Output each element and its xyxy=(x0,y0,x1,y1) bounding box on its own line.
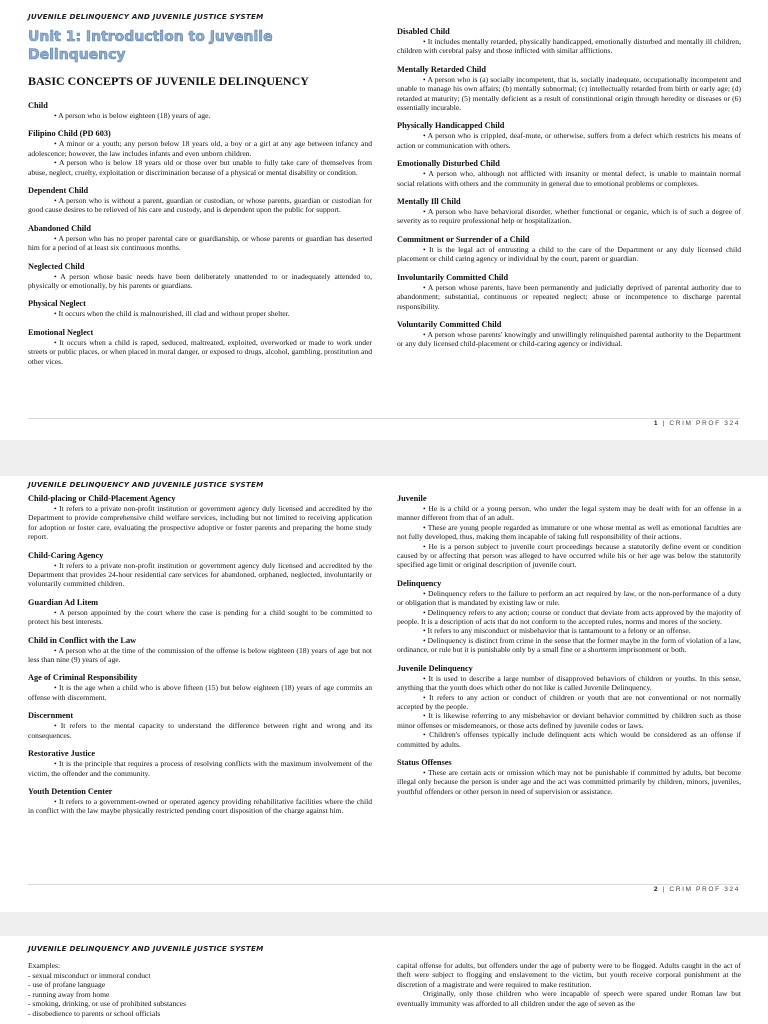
definition-bullet: • It includes mentally retarded, physically handicapped, emotionally disturbed and mentally ill children, children with cerebral palsy and those inflicted with similar afflictions. xyxy=(397,37,741,56)
definition-bullet: • A person whose parents, have been permanently and judicially deprived of parental authority due to abandonment; substantial, continuous or repeated neglect; abuse or incompetence to discharge parental responsibility. xyxy=(397,282,741,311)
definition-bullet: • These are certain acts or omission which may not be punishable if committed by adults, but become illegal only because the person is under age and the act was committed primarily by children, minors, juveniles, youthful offenders or other person in need of supervision or assistance. xyxy=(397,767,741,796)
page-gap xyxy=(0,440,768,476)
running-header: JUVENILE DELINQUENCY AND JUVENILE JUSTICE SYSTEM xyxy=(28,944,264,953)
definition-body xyxy=(28,309,372,318)
definition-bullet: • A person who is below eighteen (18) years of age. xyxy=(54,111,211,120)
definition-bullet: • A person whose parents' knowingly and unwillingly relinquished parental authority to the Department or any duly licensed child-placement or child-caring agency or individual. xyxy=(397,329,741,349)
definition-term: Delinquency xyxy=(397,578,442,588)
definition-body xyxy=(28,646,372,665)
definition-bullet: • A minor or a youth; any person below 18 years old, a boy or a girl at any age between infancy and adolescence; however, the law includes infants and even unborn children. xyxy=(28,139,372,158)
definition-bullet: • It is the legal act of entrusting a child to the care of the Department or any duly licensed child placement or child caring agency or individual by the court, parent or guardian. xyxy=(397,244,741,264)
definition-body xyxy=(28,196,372,215)
definition-bullet: • A person whose basic needs have been deliberately unattended to or inadequately attended to, physically or emotionally, by his parents or guardians. xyxy=(28,271,372,291)
page2-right-column xyxy=(397,494,741,805)
definition-body xyxy=(28,234,372,253)
definition-bullet: • It is the principle that requires a process of resolving conflicts with the maximum involvement of the victim, the offender and the community. xyxy=(28,759,372,778)
definition-list xyxy=(397,27,741,349)
definition-body xyxy=(397,75,741,113)
definition-bullet: • It occurs when a child is raped, seduced, maltreated, exploited, overworked or made to work under streets or public places, or when placed in moral danger, or exposed to drugs, alcohol, gambling, prostitution and other vices. xyxy=(28,337,372,366)
definition-term: Guardian Ad Litem xyxy=(28,597,99,607)
example-item: - disobedience to parents or school officials xyxy=(28,1008,161,1018)
definition-term: Status Offenses xyxy=(397,757,452,767)
example-item: - smoking, drinking, or use of prohibited substances xyxy=(28,999,186,1009)
examples-list xyxy=(28,971,372,1019)
definition-term: Child-Caring Agency xyxy=(28,550,104,560)
page3-left-column xyxy=(28,961,372,1019)
definition-term: Abandoned Child xyxy=(28,223,91,233)
footer-rule xyxy=(28,418,740,419)
definition-body xyxy=(397,245,741,264)
definition-term: Involuntarily Committed Child xyxy=(397,272,509,282)
definition-term: Voluntarily Committed Child xyxy=(397,319,502,329)
definition-body xyxy=(28,608,372,627)
definition-term: Child-placing or Child-Placement Agency xyxy=(28,494,176,503)
definition-body xyxy=(397,37,741,56)
definition-body xyxy=(397,283,741,311)
definition-bullet: • It occurs when the child is malnourished, ill clad and without proper shelter. xyxy=(54,309,290,319)
document-page-3 xyxy=(0,936,768,1024)
definition-list xyxy=(28,494,372,816)
page-footer: 2 | CRIM PROF 324 xyxy=(653,886,740,893)
definition-term: Mentally Ill Child xyxy=(397,197,461,207)
definition-bullet: • Delinquency is distinct from crime in the sense that the former maybe in the form of violation of a law, ordinance, or rule but it is punishable only by a small fine or a shortterm imprisonment or both. xyxy=(397,635,741,655)
definition-body xyxy=(28,683,372,702)
definition-list xyxy=(397,494,741,796)
course-code: CRIM PROF 324 xyxy=(669,886,740,893)
definition-term: Disabled Child xyxy=(397,27,450,36)
definition-term: Discernment xyxy=(28,711,74,721)
section-title: BASIC CONCEPTS OF JUVENILE DELINQUENCY xyxy=(28,74,309,88)
page2-left-column xyxy=(28,494,372,825)
definition-bullet: • It refers to a private non-profit institution or government agency duly licensed and accredited by the Department that provides 24-hour residential care services for abandoned, orphaned, neglected, involuntarily or voluntarily committed children. xyxy=(28,560,372,589)
definition-term: Child xyxy=(28,101,48,110)
definition-bullet: • A person who have behavioral disorder, whether functional or organic, which is of such a degree of severity as to require professional help or hospitalization. xyxy=(397,207,741,226)
unit-title: Unit 1: Introduction to Juvenile Delinquency xyxy=(28,29,273,63)
definition-bullet: • It refers to a government-owned or operated agency providing rehabilitative facilities where the child in conflict with the law maybe physically restricted pending court disposition of the charge against him. xyxy=(28,796,372,816)
example-item: - use of profane language xyxy=(28,980,106,990)
definition-term: Filipino Child (PD 603) xyxy=(28,129,111,139)
definition-body xyxy=(397,330,741,349)
definition-body xyxy=(28,759,372,778)
definition-term: Dependent Child xyxy=(28,186,89,196)
definition-body xyxy=(397,768,741,796)
definition-body xyxy=(28,272,372,291)
running-header: JUVENILE DELINQUENCY AND JUVENILE JUSTICE SYSTEM xyxy=(28,480,264,489)
page-number: 1 xyxy=(653,420,660,427)
definition-bullet: • A person who is below 18 years old or those over but unable to fully take care of themselves from abuse, neglect, cruelty, exploitation or discrimination because of a physical or mental disability or condition. xyxy=(28,158,372,177)
definition-body xyxy=(397,504,741,570)
examples-label: Examples: xyxy=(28,961,61,970)
example-item: - running away from home xyxy=(28,989,110,999)
definition-bullet: • A person who, although not afflicted with insanity or mental defect, is unable to maintain normal social relations with others and the community in general due to emotional problems or complexes. xyxy=(397,169,741,188)
definition-list xyxy=(28,101,372,366)
document-page-2 xyxy=(0,476,768,912)
definition-bullet: • Delinquency refers to any action; course or conduct that deviate from acts approved by the majority of people. It is a description of acts that do not conform to the accepted rules, norms and mores of the society. xyxy=(397,607,741,627)
definition-bullet: • Children's offenses typically include delinquent acts which would be considered as an offense if committed by adults. xyxy=(397,730,741,749)
definition-term: Juvenile Delinquency xyxy=(397,663,473,673)
definition-bullet: • A person who is (a) socially incompetent, that is, socially inadequate, occupationally incompetent and unable to manage his own affairs; (b) mentally subnormal; (c) intellectually retarded from birth or early age; (d) retarded at maturity; (5) mentally deficient as a result of constitutional origin through heredity or diseases or (6) essentially incurable. xyxy=(397,74,741,113)
definition-term: Emotionally Disturbed Child xyxy=(397,159,500,169)
definition-bullet: • A person who is without a parent, guardian or custodian, or whose parents, guardian or custodian for good cause desires to be relieved of his care and custody, and is dependent upon the public for support. xyxy=(28,196,372,215)
definition-term: Youth Detention Center xyxy=(28,786,113,796)
definition-body xyxy=(397,169,741,188)
definition-bullet: • These are young people regarded as immature or one whose mental as well as emotional faculties are not fully developed, thus, making them incapable of taking full responsibility of their actions. xyxy=(397,522,741,542)
definition-body xyxy=(28,111,372,120)
definition-term: Child in Conflict with the Law xyxy=(28,635,137,645)
definition-term: Neglected Child xyxy=(28,261,85,271)
footer-rule xyxy=(28,884,740,885)
definition-bullet: • It refers to a private non-profit institution or government agency duly licensed and accredited by the Department to provide comprehensive child welfare services, including but not limited to receiving application for adoption or foster care, evaluating the prospective adoptive or foster parents and preparing the home study report. xyxy=(28,504,372,542)
course-code: CRIM PROF 324 xyxy=(669,420,740,427)
definition-body xyxy=(397,589,741,655)
definition-term: Commitment or Surrender of a Child xyxy=(397,234,530,244)
definition-bullet: • It is used to describe a large number of disapproved behaviors of children or youths. In this sense, anything that the youth does which other do not like is called Juvenile Delinquency. xyxy=(397,673,741,693)
definition-body xyxy=(397,131,741,150)
definition-term: Age of Criminal Responsibility xyxy=(28,673,138,683)
page1-right-column xyxy=(397,27,741,358)
definition-term: Physical Neglect xyxy=(28,299,86,309)
definition-body xyxy=(28,504,372,542)
definition-bullet: • Delinquency refers to the failure to perform an act required by law, or the non-performance of a duty or obligation that is mandated by existing law or rule. xyxy=(397,588,741,608)
definition-bullet: • It is likewise referring to any misbehavior or deviant behavior committed by children such as those minor offenses or misdemeanors, or those acts defined by juvenile codes or laws. xyxy=(397,711,741,730)
definition-bullet: • A person who is crippled, deaf-mute, or otherwise, suffers from a defect which restricts his means of action or communication with others. xyxy=(397,131,741,150)
definition-bullet: • It refers to the mental capacity to understand the difference between right and wrong and its consequences. xyxy=(28,721,372,740)
definition-body xyxy=(28,561,372,589)
page3-right-column xyxy=(397,961,741,1008)
definition-bullet: • A person who has no proper parental care or guardianship, or whose parents or guardian has deserted him for a period of at least six continuous months. xyxy=(28,233,372,253)
history-paragraphs xyxy=(397,961,741,1008)
page-gap xyxy=(0,912,768,936)
document-page-1 xyxy=(0,0,768,440)
definition-bullet: • It is the age when a child who is above fifteen (15) but below eighteen (18) years of age commits an offense with discernment. xyxy=(28,683,372,702)
definition-bullet: • He is a person subject to juvenile court proceedings because a statutorily define event or condition caused by or affecting that person was alleged to have occurred while his or her age was below the statutorily specified age limit or original description of juvenile court. xyxy=(397,541,741,570)
body-paragraph: capital offense for adults, but offenders under the age of puberty were to be flogged. Adults caught in the act of theft were subject to flogging and enslavement to the victim, but youth receive corporal punishment at the discretion of a magistrate and were required to make restitution. xyxy=(397,961,741,989)
definition-body xyxy=(28,139,372,177)
definition-bullet: • It refers to any action or conduct of children or youth that are not conventional or not normally accepted by the people. xyxy=(397,692,741,711)
definition-term: Physically Handicapped Child xyxy=(397,121,505,131)
definition-body xyxy=(28,338,372,366)
body-paragraph: Originally, only those children who were incapable of speech were spared under Roman law but eventually immunity was afforded to all children under the age of seven as the xyxy=(397,989,741,1008)
running-header: JUVENILE DELINQUENCY AND JUVENILE JUSTICE SYSTEM xyxy=(28,12,264,21)
definition-body xyxy=(28,721,372,740)
page1-left-column xyxy=(28,28,372,375)
page-number: 2 xyxy=(653,886,660,893)
definition-bullet: • A person appointed by the court where the case is pending for a child sought to be committed to protect his best interests. xyxy=(28,607,372,627)
example-item: - sexual misconduct or immoral conduct xyxy=(28,970,151,980)
definition-term: Juvenile xyxy=(397,494,427,503)
definition-term: Restorative Justice xyxy=(28,749,96,759)
page-footer: 1 | CRIM PROF 324 xyxy=(653,420,740,427)
definition-bullet: • It refers to any misconduct or misbehavior that is tantamount to a felony or an offense. xyxy=(423,626,691,636)
definition-bullet: • He is a child or a young person, who under the legal system may be dealt with for an offense in a manner different from that of an adult. xyxy=(397,504,741,523)
definition-body xyxy=(397,207,741,226)
definition-body xyxy=(28,797,372,816)
definition-term: Mentally Retarded Child xyxy=(397,64,486,74)
definition-bullet: • A person who at the time of the commission of the offense is below eighteen (18) years of age but not less than nine (9) years of age. xyxy=(28,645,372,665)
definition-body xyxy=(397,674,741,749)
definition-term: Emotional Neglect xyxy=(28,327,94,337)
